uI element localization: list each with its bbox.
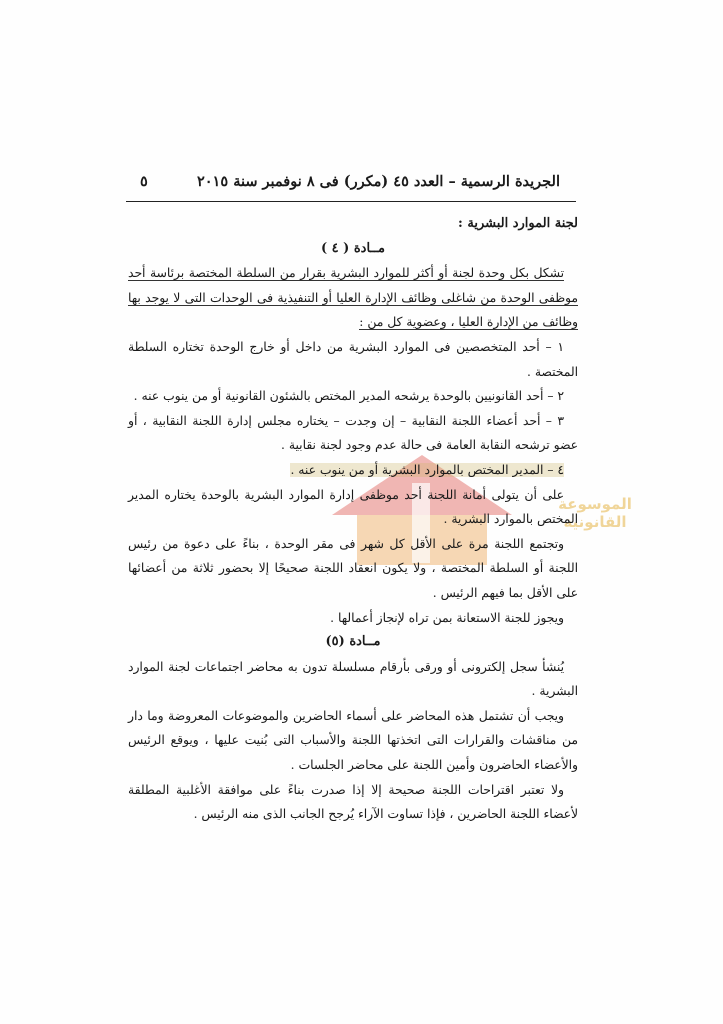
article-4-meeting: وتجتمع اللجنة مرة على الأقل كل شهر فى مقر الوحدة ، بناءً على دعوة من رئيس اللجنة أو السلطة المختصة ، ولا يكون انعقاد اللجنة صحيحًا إلا بحضور ثلاثة من أعضائها على الأقل بما فيهم الرئيس .	[128, 536, 578, 600]
article-5-paragraph-2: ويجب أن تشتمل هذه المحاضر على أسماء الحاضرين والموضوعات المعروضة وما دار من مناقشات والقرارات التى اتخذتها اللجنة والأسباب التى بُنيت عليها ، ويوقع الرئيس والأعضاء الحاضرون وأمين اللجنة على محاضر الجلسات .	[128, 708, 578, 773]
article-5-title: مــادة (٥)	[325, 634, 381, 650]
gazette-header	[140, 168, 560, 194]
article-4-item-4-text: ٤ – المدير المختص بالموارد البشرية أو من ينوب عنه .	[290, 462, 564, 477]
page-number: ٥	[140, 172, 148, 190]
header-rule	[126, 201, 576, 202]
article-4-item-3: ٣ – أحد أعضاء اللجنة النقابية – إن وجدت – يختاره مجلس إدارة اللجنة النقابية ، أو عضو ترشحه النقابة العامة فى حالة عدم وجود لجنة نقابية .	[128, 413, 578, 453]
watermark-line2: القانونية	[563, 513, 627, 531]
article-4-item-1: ١ – أحد المتخصصين فى الموارد البشرية من داخل أو خارج الوحدة تختاره السلطة المختصة .	[128, 339, 578, 379]
article-4-item-2: ٢ – أحد القانونيين بالوحدة يرشحه المدير المختص بالشئون القانونية أو من ينوب عنه .	[133, 389, 564, 404]
document-body	[128, 212, 578, 827]
article-5-paragraph-3: ولا تعتبر اقتراحات اللجنة صحيحة إلا إذا صدرت بناءً على موافقة الأغلبية المطلقة لأعضاء اللجنة الحاضرين ، فإذا تساوت الآراء يُرجح الجانب الذى منه الرئيس .	[128, 782, 578, 822]
article-4-item-4	[128, 458, 578, 483]
article-5-paragraph-1: يُنشأ سجل إلكترونى أو ورقى بأرقام مسلسلة تدون به محاضر اجتماعات لجنة الموارد البشرية .	[128, 659, 578, 699]
article-4-assistance: ويجوز للجنة الاستعانة بمن تراه لإنجاز أعمالها .	[330, 610, 564, 625]
article-4-intro	[128, 261, 578, 335]
article-4-secretary: على أن يتولى أمانة اللجنة أحد موظفى إدارة الموارد البشرية بالوحدة يختاره المدير المختص بالموارد البشرية .	[128, 487, 578, 527]
header-title: الجريدة الرسمية – العدد ٤٥ (مكرر) فى ٨ نوفمبر سنة ٢٠١٥	[196, 172, 560, 190]
section-heading: لجنة الموارد البشرية :	[458, 216, 578, 231]
article-4-intro-text: تشكل بكل وحدة لجنة أو أكثر للموارد البشرية بقرار من السلطة المختصة برئاسة أحد موظفى الوحدة من شاغلى وظائف الإدارة العليا أو التنفيذية فى الوحدات التى لا يوجد بها وظائف من الإدارة العليا ، وعضوية كل من :	[128, 266, 578, 330]
article-4-title: مــادة ( ٤ )	[320, 240, 386, 256]
watermark-line1: الموسوعة	[558, 495, 632, 513]
